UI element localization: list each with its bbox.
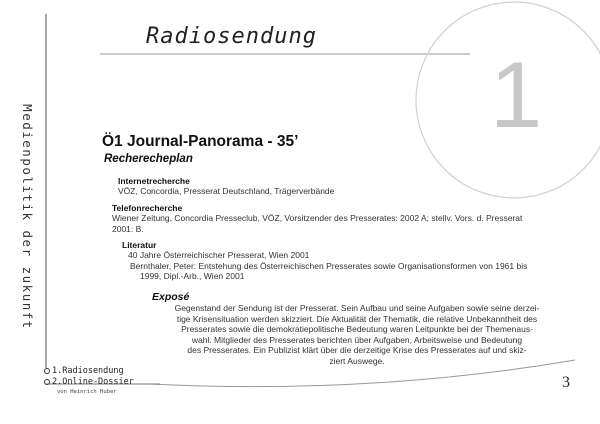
bullet-icon bbox=[44, 379, 50, 385]
text-line: 2001: B. bbox=[112, 223, 144, 234]
section-heading-telefon: Telefonrecherche bbox=[112, 203, 183, 213]
text-line: des Presserates. Ein Publizist klärt über die derzeitige Krise des Presserates auf und skiz- bbox=[187, 345, 527, 355]
author-credit: von Heinrich Huber bbox=[57, 389, 117, 395]
chapter-number: 1 bbox=[489, 42, 543, 147]
text-line: tige Krisensituation werden skizziert. Die Aktualität der Thematik, die relative Unbekanntheit des bbox=[176, 313, 538, 324]
page-number: 3 bbox=[562, 374, 570, 391]
nav-item-online-dossier[interactable] bbox=[44, 377, 134, 387]
bullet-icon bbox=[44, 368, 50, 374]
section-text-telefon bbox=[112, 213, 522, 234]
nav-label: 2.Online-Dossier bbox=[52, 377, 134, 387]
text-line: Bernthaler, Peter: Entstehung des Österreichischen Presserates sowie Organisationsformen von 1961 bis bbox=[130, 260, 528, 271]
text-line: VÖZ, Concordia, Presserat Deutschland, Trägerverbände bbox=[118, 186, 335, 196]
text-line: 40 Jahre Österreichischer Presserat, Wien 2001 bbox=[128, 250, 310, 260]
expose-text bbox=[152, 303, 562, 366]
text-line: Wiener Zeitung, Concordia Presseclub, VÖZ, Vorsitzender des Presserates: 2002 A; stellv. Vors. d. Presserat bbox=[112, 213, 523, 223]
text-line: 1999, Dipl.-Arb., Wien 2001 bbox=[140, 271, 245, 281]
document-title: Ö1 Journal-Panorama - 35’ bbox=[102, 133, 299, 150]
document-subtitle: Recherecheplan bbox=[104, 153, 193, 165]
text-line: Presserates sowie die demokratiepolitische Bedeutung waren Leitpunkte bei der Themenaus- bbox=[181, 324, 533, 334]
nav-item-radiosendung[interactable] bbox=[44, 366, 124, 376]
section-text-literatur bbox=[122, 250, 527, 282]
text-line: Gegenstand der Sendung ist der Presserat. Sein Aufbau und seine Aufgaben sowie seine derzei- bbox=[174, 303, 540, 313]
section-heading-internet: Internetrecherche bbox=[118, 176, 190, 186]
series-title-vertical: Medienpolitik der zukunft bbox=[20, 104, 35, 330]
nav-label: 1.Radiosendung bbox=[52, 366, 124, 376]
text-line: ziert Auswege. bbox=[329, 355, 385, 366]
section-heading-literatur: Literatur bbox=[122, 240, 157, 250]
text-line: wahl. Mitglieder des Presserates berichten über Aufgaben, Arbeitsweise und Bedeutung bbox=[191, 334, 523, 345]
section-text-internet bbox=[118, 186, 334, 197]
section-title: Radiosendung bbox=[146, 24, 317, 49]
expose-heading: Exposé bbox=[152, 291, 190, 303]
